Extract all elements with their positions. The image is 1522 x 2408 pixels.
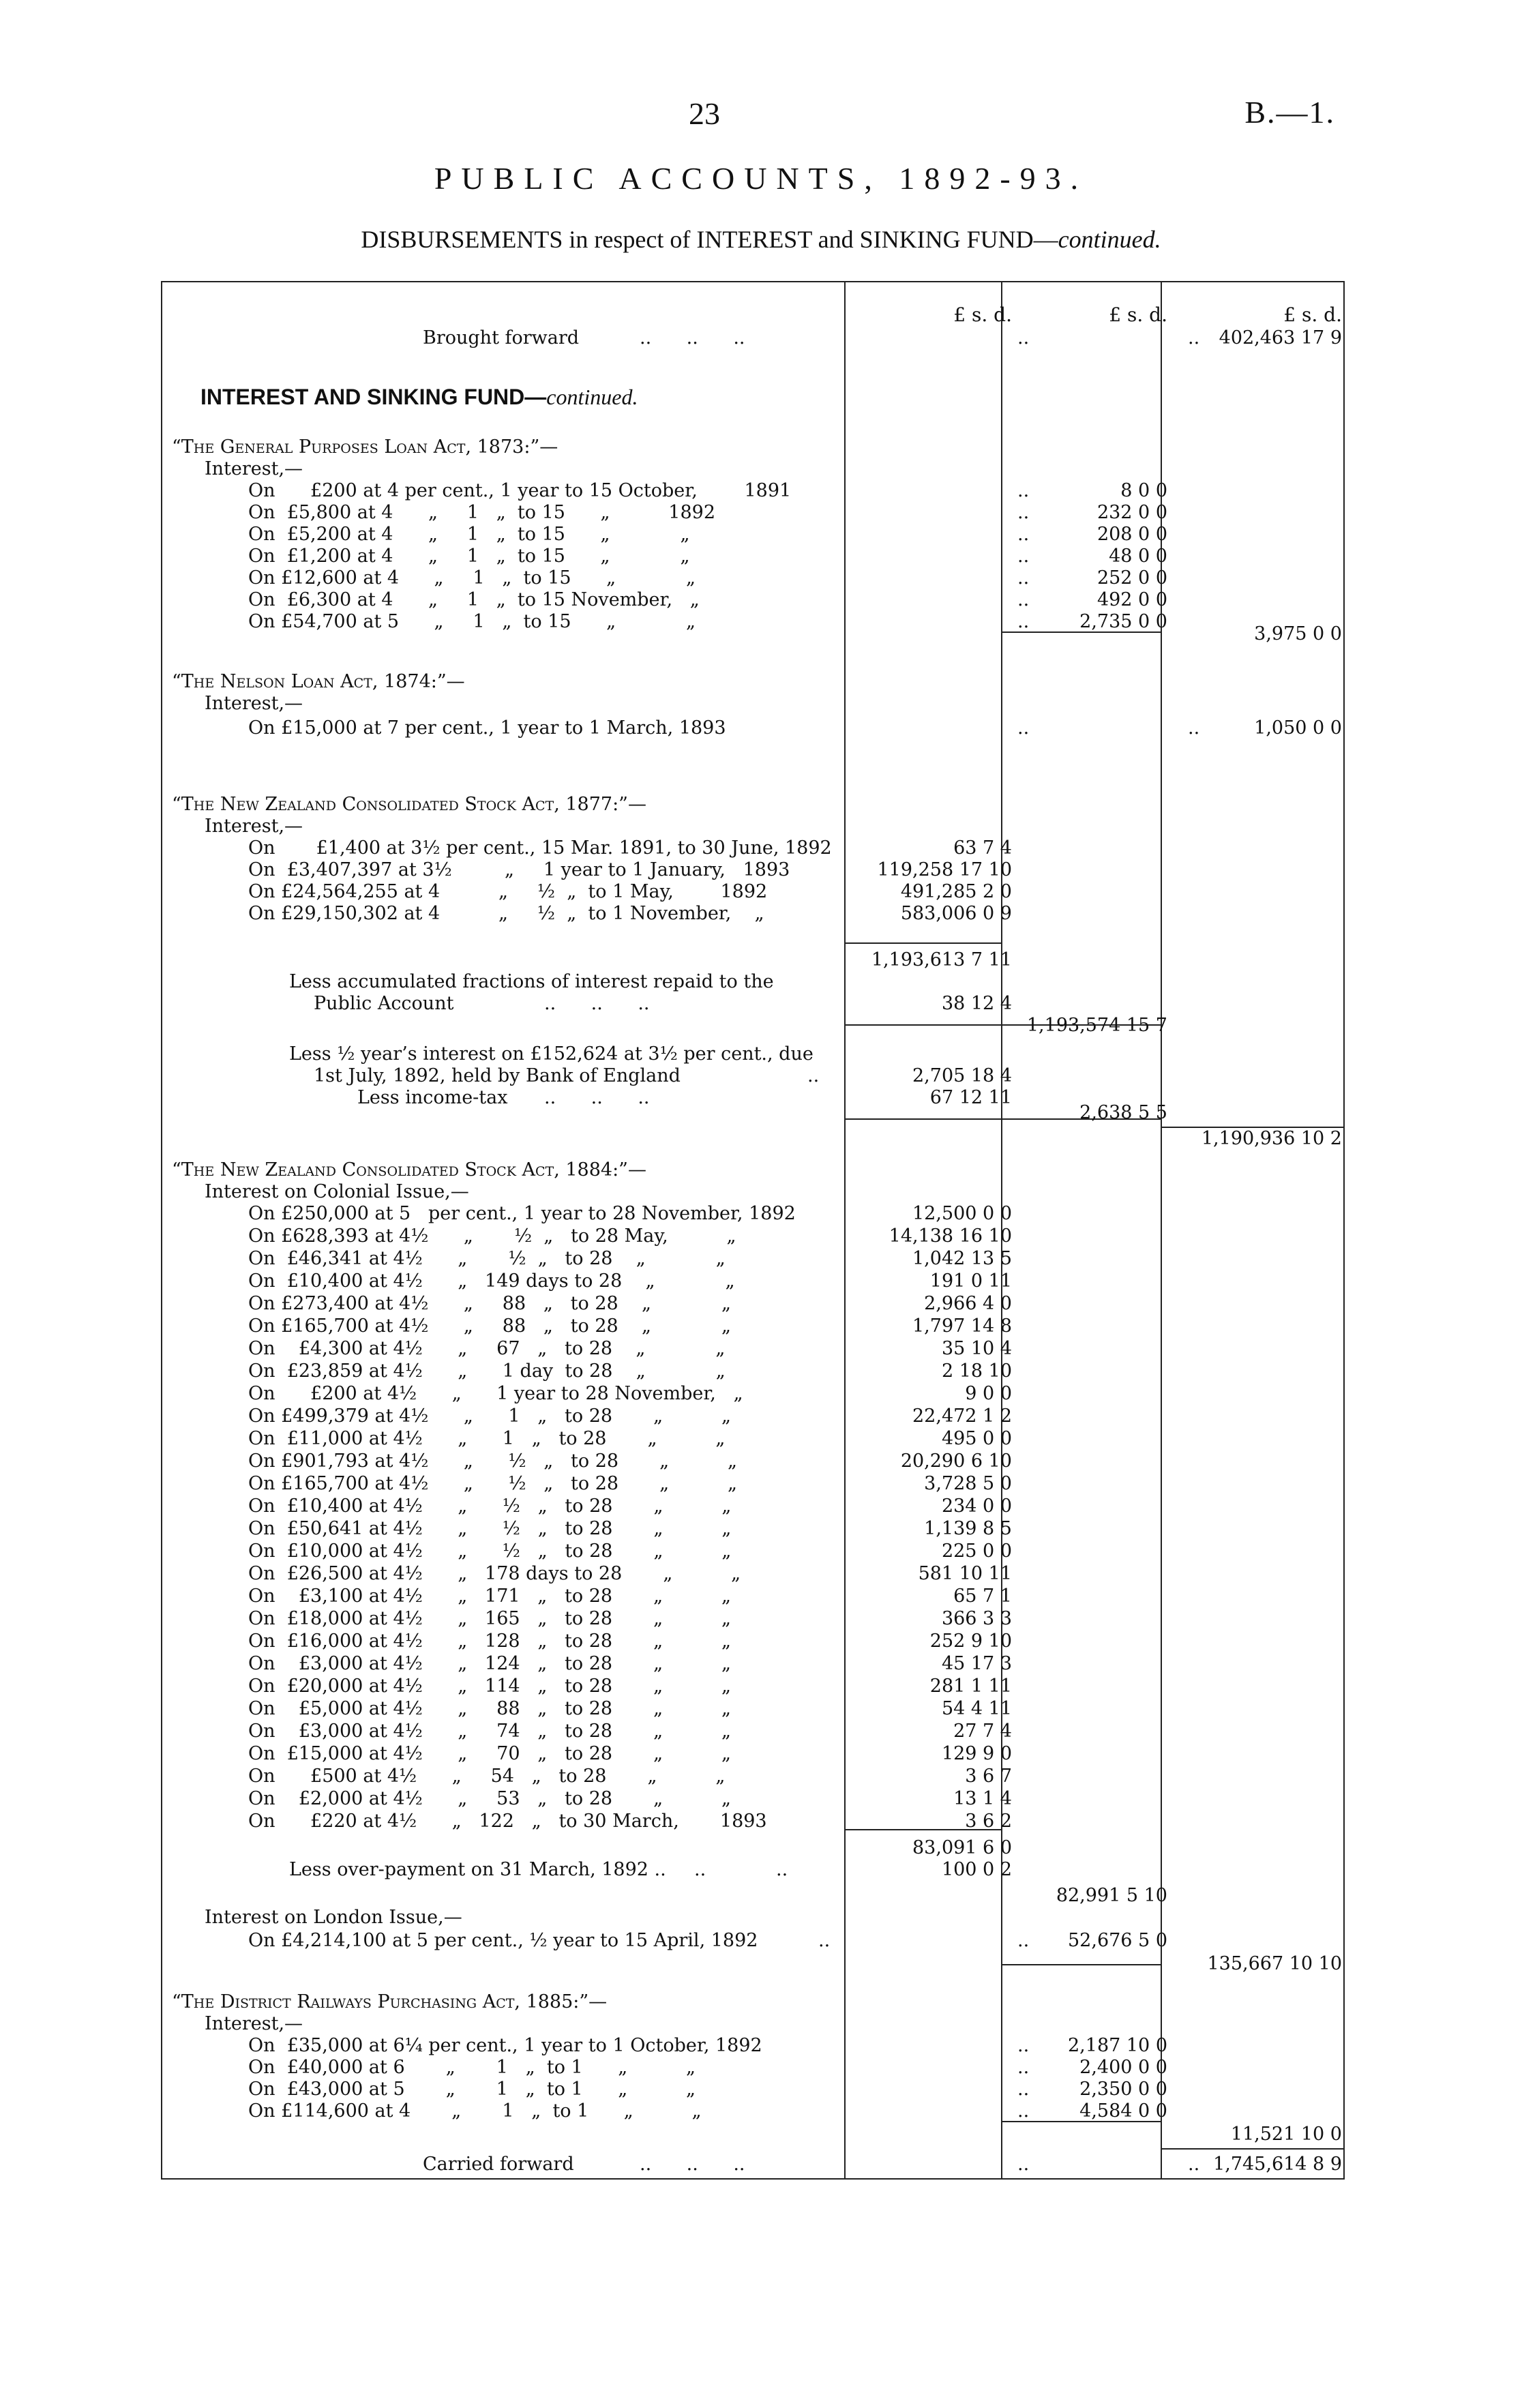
nzc1877-deduction: 2,638 5 5 <box>1079 1102 1167 1123</box>
amount: 232 0 0 <box>1096 502 1167 523</box>
amount: 9 0 0 <box>965 1383 1012 1404</box>
section-continued: continued. <box>546 385 638 409</box>
row-description: On £5,200 at 4 „ 1 „ to 15 „ „ <box>248 524 690 545</box>
table-row <box>162 2100 1345 2122</box>
london-value: 52,676 5 0 <box>1068 1930 1167 1951</box>
page-number: 23 <box>689 96 720 131</box>
amount: 366 3 3 <box>941 1608 1012 1629</box>
table-row <box>162 1631 1345 1652</box>
row-description: On £26,500 at 4½ „ 178 days to 28 „ „ <box>248 1563 741 1584</box>
row-description: On £628,393 at 4½ „ ½ „ to 28 May, „ <box>248 1225 736 1247</box>
row-description: On £15,000 at 7 per cent., 1 year to 1 March, 1893 <box>248 717 726 739</box>
drp-heading-row <box>162 1991 1345 2013</box>
row-description: On £200 at 4 per cent., 1 year to 15 October, 1891 <box>248 480 792 501</box>
less-half-label-2: 1st July, 1892, held by Bank of England <box>314 1065 681 1086</box>
row-description: On £40,000 at 6 „ 1 „ to 1 „ „ <box>248 2057 696 2078</box>
table-row <box>162 881 1345 903</box>
table-row <box>162 1676 1345 1697</box>
less-tax-label: Less income-tax <box>357 1087 508 1108</box>
nzc1877-subtotal-row <box>162 949 1345 971</box>
row-description: On £12,600 at 4 „ 1 „ to 15 „ „ <box>248 567 696 589</box>
drp-heading: “The District Railways Purchasing Act, 1885:”— <box>172 1991 608 2012</box>
gp-total-row <box>162 623 1345 645</box>
nzc1884-total: 135,667 10 10 <box>1207 1953 1342 1974</box>
row-description: On £499,379 at 4½ „ 1 „ to 28 „ „ <box>248 1406 731 1427</box>
row-description: On £5,000 at 4½ „ 88 „ to 28 „ „ <box>248 1698 731 1719</box>
less-overpayment-label: Less over-payment on 31 March, 1892 .. <box>289 1859 666 1880</box>
dots: .. <box>1188 717 1200 739</box>
brought-forward-label: Brought forward <box>423 327 580 348</box>
row-description: On £20,000 at 4½ „ 114 „ to 28 „ „ <box>248 1676 731 1697</box>
amount: 2,187 10 0 <box>1068 2035 1167 2056</box>
amount: 581 10 11 <box>918 1563 1012 1584</box>
row-description: On £5,800 at 4 „ 1 „ to 15 „ 1892 <box>248 502 715 523</box>
dots: .. <box>807 1065 820 1086</box>
leader-dots: .. <box>694 1859 706 1880</box>
table-row <box>162 1788 1345 1810</box>
less-half-row-2 <box>162 1065 1345 1087</box>
dots: .. <box>1017 717 1030 739</box>
amount: 63 7 4 <box>953 837 1012 859</box>
section-heading <box>162 383 1345 411</box>
dots: .. <box>1017 480 1030 501</box>
nzc1877-total: 1,190,936 10 2 <box>1201 1128 1342 1149</box>
row-description: On £10,400 at 4½ „ ½ „ to 28 „ „ <box>248 1496 732 1517</box>
amount: 35 10 4 <box>941 1338 1012 1359</box>
table-row <box>162 1811 1345 1832</box>
nzc1877-total-row <box>162 1128 1345 1150</box>
row-description: On £15,000 at 4½ „ 70 „ to 28 „ „ <box>248 1743 731 1764</box>
row-description: On £3,100 at 4½ „ 171 „ to 28 „ „ <box>248 1586 731 1607</box>
dots: .. <box>1017 2154 1030 2175</box>
table-row <box>162 1428 1345 1450</box>
amount: 2,966 4 0 <box>924 1293 1012 1314</box>
table-row <box>162 1248 1345 1270</box>
nzc1884-subtotal: 83,091 6 0 <box>912 1837 1012 1858</box>
amount: 65 7 1 <box>953 1586 1012 1607</box>
gp-interest-row <box>162 458 1345 480</box>
amount: 48 0 0 <box>1109 546 1167 567</box>
table-row <box>162 2057 1345 2079</box>
table-row <box>162 1473 1345 1495</box>
row-description: On £165,700 at 4½ „ ½ „ to 28 „ „ <box>248 1473 737 1494</box>
amount: 191 0 11 <box>929 1270 1012 1292</box>
row-description: On £54,700 at 5 „ 1 „ to 15 „ „ <box>248 611 696 632</box>
nelson-heading: “The Nelson Loan Act, 1874:”— <box>172 671 465 692</box>
dots: .. <box>1188 327 1200 348</box>
dots: .. <box>1017 589 1030 610</box>
dots: .. <box>1017 2035 1030 2056</box>
table-row <box>162 1225 1345 1247</box>
gp-total: 3,975 0 0 <box>1254 623 1342 644</box>
table-row <box>162 1563 1345 1585</box>
gp-heading: “The General Purposes Loan Act, 1873:”— <box>172 436 558 458</box>
amount: 8 0 0 <box>1120 480 1167 501</box>
carried-forward-total: 1,745,614 8 9 <box>1213 2154 1342 2175</box>
subtitle-main: DISBURSEMENTS in respect of INTEREST and SINKING FUND— <box>361 226 1058 253</box>
london-label: Interest on London Issue,— <box>205 1907 462 1928</box>
table-row <box>162 2079 1345 2100</box>
row-description: On £114,600 at 4 „ 1 „ to 1 „ „ <box>248 2100 702 2122</box>
row-description: On £2,000 at 4½ „ 53 „ to 28 „ „ <box>248 1788 731 1809</box>
header-col3: £ s. d. <box>1283 303 1342 326</box>
less-fractions-label-2: Public Account <box>314 993 454 1014</box>
row-description: On £273,400 at 4½ „ 88 „ to 28 „ „ <box>248 1293 731 1314</box>
table-row <box>162 1496 1345 1517</box>
less-fractions-row-2 <box>162 993 1345 1015</box>
table-bottom-rule <box>161 2178 1345 2180</box>
brought-forward-row <box>162 327 1345 349</box>
row-description: On £18,000 at 4½ „ 165 „ to 28 „ „ <box>248 1608 731 1629</box>
amount: 1,042 13 5 <box>912 1248 1012 1269</box>
header-col2: £ s. d. <box>1109 303 1167 326</box>
amount: 3 6 7 <box>965 1766 1012 1787</box>
dots: .. <box>1017 327 1030 348</box>
nelson-interest-label: Interest,— <box>205 693 303 714</box>
table-row <box>162 1383 1345 1405</box>
row-description: On £250,000 at 5 per cent., 1 year to 28 November, 1892 <box>248 1203 796 1224</box>
gp-interest-label: Interest,— <box>205 458 303 479</box>
amount: 2,400 0 0 <box>1079 2057 1167 2078</box>
amount: 3 6 2 <box>965 1811 1012 1832</box>
table-row <box>162 1338 1345 1360</box>
table-row <box>162 1608 1345 1630</box>
gp-heading-row <box>162 436 1345 458</box>
rule-grand-total <box>1161 2148 1343 2150</box>
dots: .. <box>1017 2079 1030 2100</box>
amount: 20,290 6 10 <box>900 1451 1012 1472</box>
table-row <box>162 903 1345 925</box>
table-row <box>162 1518 1345 1540</box>
nzc1884-net: 82,991 5 10 <box>1056 1885 1167 1906</box>
leader-dots: .. .. .. <box>544 1087 650 1108</box>
row-description: On £3,407,397 at 3½ „ 1 year to 1 January, 1893 <box>248 859 790 880</box>
less-half-value: 2,705 18 4 <box>912 1065 1012 1086</box>
header-col1: £ s. d. <box>953 303 1012 326</box>
amount: 491,285 2 0 <box>900 881 1012 902</box>
document-reference: B.—1. <box>1244 95 1335 130</box>
nzc1877-subtotal: 1,193,613 7 11 <box>871 949 1012 970</box>
row-description: On £165,700 at 4½ „ 88 „ to 28 „ „ <box>248 1316 731 1337</box>
table-row <box>162 1743 1345 1765</box>
row-description: On £500 at 4½ „ 54 „ to 28 „ „ <box>248 1766 726 1787</box>
drp-interest-label: Interest,— <box>205 2013 303 2034</box>
less-fractions-value: 38 12 4 <box>941 993 1012 1014</box>
nzc1877-net-row <box>162 1015 1345 1037</box>
amount: 2,350 0 0 <box>1079 2079 1167 2100</box>
nzc1877-interest-row <box>162 816 1345 837</box>
row-description: On £4,300 at 4½ „ 67 „ to 28 „ „ <box>248 1338 726 1359</box>
brought-forward-total: 402,463 17 9 <box>1219 327 1342 348</box>
table-row <box>162 1293 1345 1315</box>
row-description: On £220 at 4½ „ 122 „ to 30 March, 1893 <box>248 1811 767 1832</box>
nzc1884-subtotal-row <box>162 1837 1345 1859</box>
row-description: On £901,793 at 4½ „ ½ „ to 28 „ „ <box>248 1451 737 1472</box>
dots: .. <box>1017 2100 1030 2122</box>
nelson-heading-row <box>162 671 1345 693</box>
page-subtitle <box>0 225 1522 254</box>
nzc1884-net-row <box>162 1885 1345 1907</box>
row-description: On £35,000 at 6¼ per cent., 1 year to 1 October, 1892 <box>248 2035 762 2056</box>
amount: 234 0 0 <box>941 1496 1012 1517</box>
drp-interest-row <box>162 2013 1345 2035</box>
amount: 252 0 0 <box>1096 567 1167 589</box>
table-row <box>162 524 1345 546</box>
table-row <box>162 502 1345 524</box>
table-row <box>162 1721 1345 1742</box>
less-overpayment-value: 100 0 2 <box>941 1859 1012 1880</box>
table-top-rule <box>161 281 1345 282</box>
rule-1877-subtotal <box>846 942 1001 944</box>
amount: 492 0 0 <box>1096 589 1167 610</box>
table-row <box>162 1361 1345 1382</box>
row-description: On £6,300 at 4 „ 1 „ to 15 November, „ <box>248 589 700 610</box>
table-row <box>162 859 1345 881</box>
table-row <box>162 717 1345 739</box>
dots: .. <box>1017 2057 1030 2078</box>
table-row <box>162 567 1345 589</box>
amount: 252 9 10 <box>929 1631 1012 1652</box>
nzc1884-colonial-row <box>162 1181 1345 1203</box>
subtitle-continued: continued. <box>1058 226 1161 253</box>
drp-total: 11,521 10 0 <box>1230 2124 1342 2145</box>
table-row <box>162 1541 1345 1562</box>
leader-dots: .. <box>776 1859 788 1880</box>
nzc1877-deduction-row <box>162 1102 1345 1124</box>
amount: 225 0 0 <box>941 1541 1012 1562</box>
dots: .. <box>1188 2154 1200 2175</box>
less-half-row <box>162 1043 1345 1065</box>
table-row <box>162 480 1345 502</box>
dots: .. <box>818 1930 831 1951</box>
dots: .. <box>1017 524 1030 545</box>
row-description: On £1,200 at 4 „ 1 „ to 15 „ „ <box>248 546 690 567</box>
amount: 14,138 16 10 <box>889 1225 1012 1247</box>
amount: 119,258 17 10 <box>877 859 1012 880</box>
table-row <box>162 1653 1345 1675</box>
row-description: On £29,150,302 at 4 „ ½ „ to 1 November, „ <box>248 903 764 924</box>
amount: 12,500 0 0 <box>912 1203 1012 1224</box>
less-half-label: Less ½ year’s interest on £152,624 at 3½ per cent., due <box>289 1043 814 1065</box>
table-row <box>162 546 1345 567</box>
row-description: On £43,000 at 5 „ 1 „ to 1 „ „ <box>248 2079 696 2100</box>
amount: 2,735 0 0 <box>1079 611 1167 632</box>
table-row <box>162 837 1345 859</box>
table-row <box>162 1451 1345 1472</box>
nzc1884-colonial-label: Interest on Colonial Issue,— <box>205 1181 469 1202</box>
leader-dots: .. .. .. <box>640 2154 745 2175</box>
table-row <box>162 1270 1345 1292</box>
leader-dots: .. .. .. <box>640 327 745 348</box>
section-title: INTEREST AND SINKING FUND— <box>200 385 547 409</box>
row-description: On £10,000 at 4½ „ ½ „ to 28 „ „ <box>248 1541 732 1562</box>
nzc1877-heading-row <box>162 794 1345 816</box>
amount: 281 1 11 <box>929 1676 1012 1697</box>
leader-dots: .. .. .. <box>544 993 650 1014</box>
nelson-interest-row <box>162 693 1345 715</box>
table-row <box>162 1698 1345 1720</box>
table-row <box>162 1766 1345 1787</box>
row-description: On £3,000 at 4½ „ 74 „ to 28 „ „ <box>248 1721 731 1742</box>
dots: .. <box>1017 546 1030 567</box>
london-heading-row <box>162 1907 1345 1929</box>
row-description: On £46,341 at 4½ „ ½ „ to 28 „ „ <box>248 1248 726 1269</box>
amount: 54 4 11 <box>941 1698 1012 1719</box>
table-row <box>162 589 1345 611</box>
drp-total-row <box>162 2124 1345 2145</box>
amount: 1,797 14 8 <box>912 1316 1012 1337</box>
row-description: On £23,859 at 4½ „ 1 day to 28 „ „ <box>248 1361 726 1382</box>
row-description: On £1,400 at 3½ per cent., 15 Mar. 1891, to 30 June, 1892 <box>248 837 832 859</box>
amount: 583,006 0 9 <box>900 903 1012 924</box>
nzc1877-heading: “The New Zealand Consolidated Stock Act, 1877:”— <box>172 794 646 815</box>
nzc1884-heading-row <box>162 1159 1345 1181</box>
nzc1884-total-row <box>162 1953 1345 1975</box>
amount: 2 18 10 <box>941 1361 1012 1382</box>
nzc1877-net: 1,193,574 15 7 <box>1026 1015 1167 1036</box>
amount: 3,728 5 0 <box>924 1473 1012 1494</box>
carried-forward-label: Carried forward <box>423 2154 574 2175</box>
dots: .. <box>1017 611 1030 632</box>
page-title: PUBLIC ACCOUNTS, 1892-93. <box>434 161 1088 196</box>
less-fractions-label: Less accumulated fractions of interest repaid to the <box>289 971 774 992</box>
row-description: On £200 at 4½ „ 1 year to 28 November, „ <box>248 1383 743 1404</box>
row-description: On £11,000 at 4½ „ 1 „ to 28 „ „ <box>248 1428 726 1449</box>
dots: .. <box>1017 567 1030 589</box>
row-description: On £16,000 at 4½ „ 128 „ to 28 „ „ <box>248 1631 731 1652</box>
carried-forward-row <box>162 2154 1345 2175</box>
row-description: On £4,214,100 at 5 per cent., ½ year to 15 April, 1892 <box>248 1930 758 1951</box>
amount: 45 17 3 <box>941 1653 1012 1674</box>
amount: 13 1 4 <box>953 1788 1012 1809</box>
amount: 129 9 0 <box>941 1743 1012 1764</box>
amount: 22,472 1 2 <box>912 1406 1012 1427</box>
nelson-total: 1,050 0 0 <box>1254 717 1342 739</box>
less-fractions-row <box>162 971 1345 993</box>
nzc1884-heading: “The New Zealand Consolidated Stock Act, 1884:”— <box>172 1159 646 1180</box>
table-row <box>162 1203 1345 1225</box>
nzc1877-interest-label: Interest,— <box>205 816 303 837</box>
amount: 1,139 8 5 <box>924 1518 1012 1539</box>
amount: 4,584 0 0 <box>1079 2100 1167 2122</box>
less-tax-value: 67 12 11 <box>929 1087 1012 1108</box>
row-description: On £50,641 at 4½ „ ½ „ to 28 „ „ <box>248 1518 732 1539</box>
dots: .. <box>1017 502 1030 523</box>
table-row <box>162 1406 1345 1427</box>
table-row <box>162 1316 1345 1337</box>
table-row <box>162 1586 1345 1607</box>
table-row <box>162 1930 1345 1952</box>
less-overpayment-row <box>162 1859 1345 1881</box>
amount: 27 7 4 <box>953 1721 1012 1742</box>
column-headers <box>162 304 1345 326</box>
row-description: On £24,564,255 at 4 „ ½ „ to 1 May, 1892 <box>248 881 768 902</box>
table-row <box>162 2035 1345 2057</box>
amount: 495 0 0 <box>941 1428 1012 1449</box>
dots: .. <box>1017 1930 1030 1951</box>
amount: 208 0 0 <box>1096 524 1167 545</box>
row-description: On £3,000 at 4½ „ 124 „ to 28 „ „ <box>248 1653 731 1674</box>
row-description: On £10,400 at 4½ „ 149 days to 28 „ „ <box>248 1270 735 1292</box>
